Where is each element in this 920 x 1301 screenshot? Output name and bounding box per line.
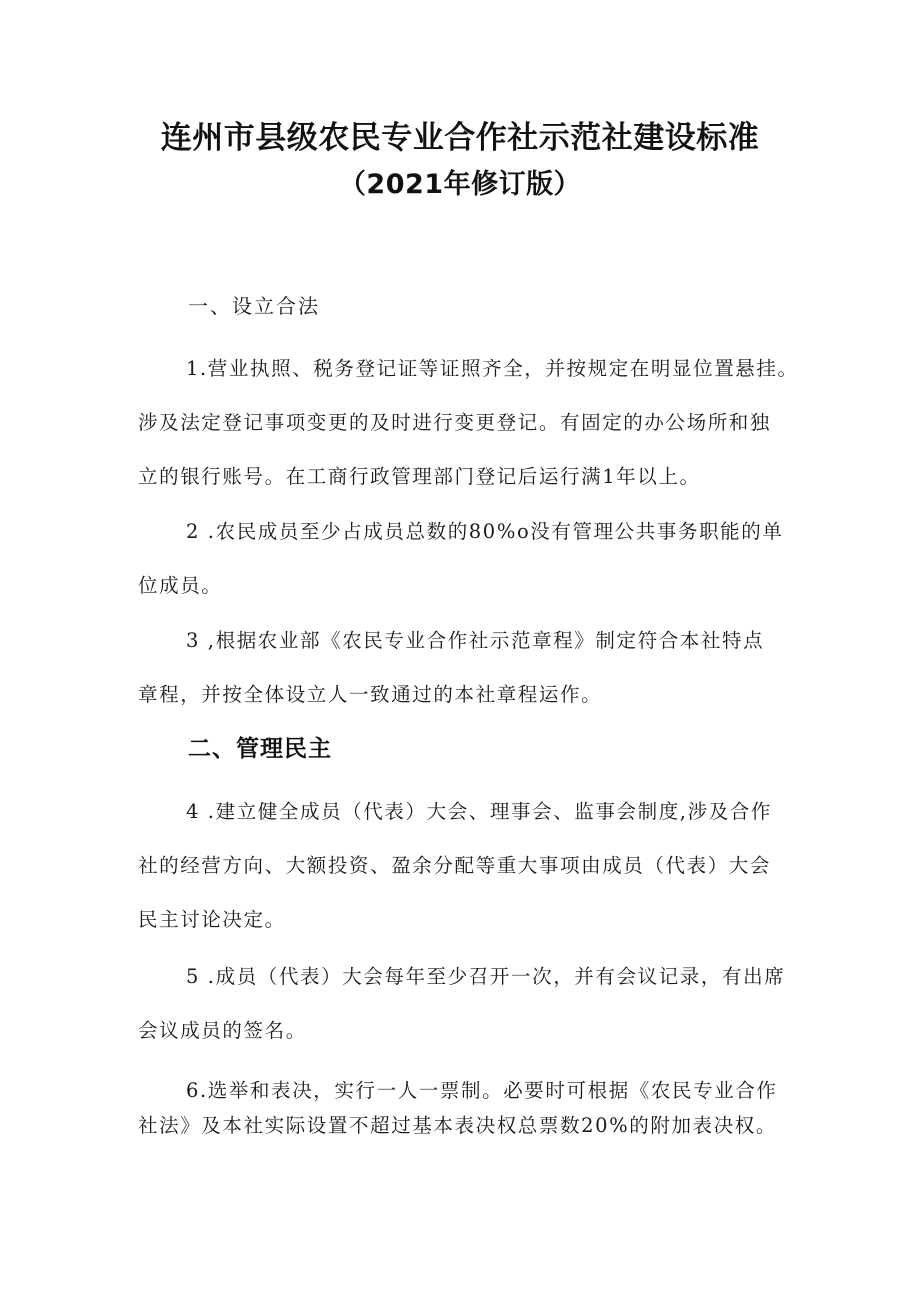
paragraph-line: 章程，并按全体设立人一致通过的本社章程运作。 — [138, 683, 603, 706]
paragraph-line: 会议成员的签名。 — [138, 1019, 307, 1042]
paragraph-line: 社法》及本社实际设置不超过基本表决权总票数20%的附加表决权。 — [138, 1114, 777, 1137]
paragraph-line: 4 .建立健全成员（代表）大会、理事会、监事会制度,涉及合作 — [186, 800, 773, 823]
paragraph-line: 社的经营方向、大额投资、盈余分配等重大事项由成员（代表）大会 — [138, 854, 772, 877]
paragraph-line: 位成员。 — [138, 574, 223, 597]
section-heading-management: 二、管理民主 — [188, 736, 332, 762]
paragraph-1 — [138, 342, 818, 504]
paragraph-line: 1.营业执照、税务登记证等证照齐全，并按规定在明显位置悬挂。 — [186, 357, 799, 380]
paragraph-4 — [138, 785, 818, 947]
paragraph-3 — [138, 614, 818, 722]
paragraph-line: 2 .农民成员至少占成员总数的80%o没有管理公共事务职能的单 — [186, 520, 784, 543]
paragraph-line: 5 .成员（代表）大会每年至少召开一次，并有会议记录，有出席 — [186, 965, 786, 988]
paragraph-line: 立的银行账号。在工商行政管理部门登记后运行满1年以上。 — [138, 465, 701, 488]
document-title: 连州市县级农民专业合作社示范社建设标准 — [160, 120, 760, 156]
paragraph-line: 涉及法定登记事项变更的及时进行变更登记。有固定的办公场所和独 — [138, 411, 772, 434]
paragraph-line: 6.选举和表决，实行一人一票制。必要时可根据《农民专业合作 — [186, 1079, 778, 1102]
section-heading-establishment: 一、设立合法 — [188, 294, 320, 318]
paragraph-2 — [138, 505, 818, 613]
paragraph-line: 民主讨论决定。 — [138, 908, 286, 931]
paragraph-6 — [138, 1073, 818, 1143]
paragraph-line: 3 ,根据农业部《农民专业合作社示范章程》制定符合本社特点 — [186, 629, 765, 652]
paragraph-5 — [138, 950, 818, 1058]
document-subtitle: （2021年修订版） — [338, 169, 582, 200]
